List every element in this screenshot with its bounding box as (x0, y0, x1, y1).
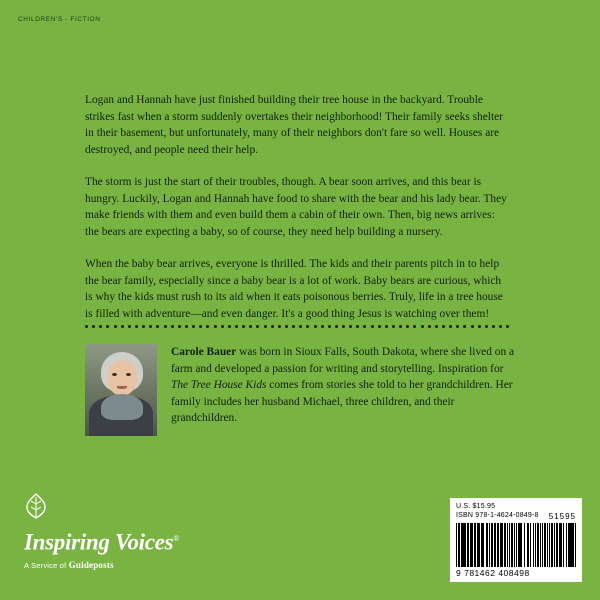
tagline-prefix: A Service of (24, 561, 69, 570)
barcode-bars (456, 523, 576, 567)
blurb-paragraph-1: Logan and Hannah have just finished building their tree house in the backyard. Trouble strikes fast when a storm suddenly overtakes their neighborhood! Their family seeks shelter in their basement, but unfortunately, many of their neighbors don't fare so well. Houses are destroyed, and people need their help. (85, 94, 503, 156)
publisher-name: Inspiring Voices® (24, 530, 179, 555)
blurb-text (85, 92, 510, 338)
author-bio-part-2: comes from stories she told to her grandchildren. Her family includes her husband Michael, three children, and their grandchildren. (171, 379, 513, 424)
author-bio-part-1: was born in Sioux Falls, South Dakota, where she lived on a farm and developed a passion for writing and storytelling. Inspiration for (171, 346, 515, 375)
tagline-brand: Guideposts (68, 560, 114, 570)
isbn-label: ISBN 978-1-4624-0849-8 (456, 512, 539, 519)
dotted-divider (85, 325, 510, 331)
author-block (85, 344, 515, 436)
book-title: The Tree House Kids (171, 379, 267, 391)
publisher-logo (24, 493, 214, 570)
price-label: U.S. $15.95 (456, 503, 496, 510)
author-photo (85, 344, 157, 436)
blurb-paragraph-2: The storm is just the start of their troubles, though. A bear soon arrives, and this bear is hungry. Luckily, Logan and Hannah have food to share with the bear and his lady bear. They make friends with them and even build them a cabin of their own. Then, big news arrives: the bears are expecting a baby, so of course, they need help building a nursery. (85, 176, 507, 238)
category-label: CHILDREN'S - FICTION (18, 16, 101, 23)
price-code: 51595 (548, 512, 576, 521)
isbn-digits: 9 781462 408498 (456, 568, 530, 578)
barcode-block (450, 498, 582, 582)
author-name: Carole Bauer (171, 346, 237, 358)
trademark-symbol: ® (173, 534, 179, 544)
leaf-icon (24, 493, 48, 519)
author-bio (171, 344, 515, 436)
blurb-paragraph-3: When the baby bear arrives, everyone is thrilled. The kids and their parents pitch in to help the bear family, especially since a baby bear is a lot of work. Baby bears are curious, which is why the kids must rush to its aid when it eats poisonous berries. Truly, life in a tree house is filled with adventure—and even danger. It's a good thing Jesus is watching over them! (85, 258, 503, 320)
publisher-tagline (24, 560, 214, 570)
